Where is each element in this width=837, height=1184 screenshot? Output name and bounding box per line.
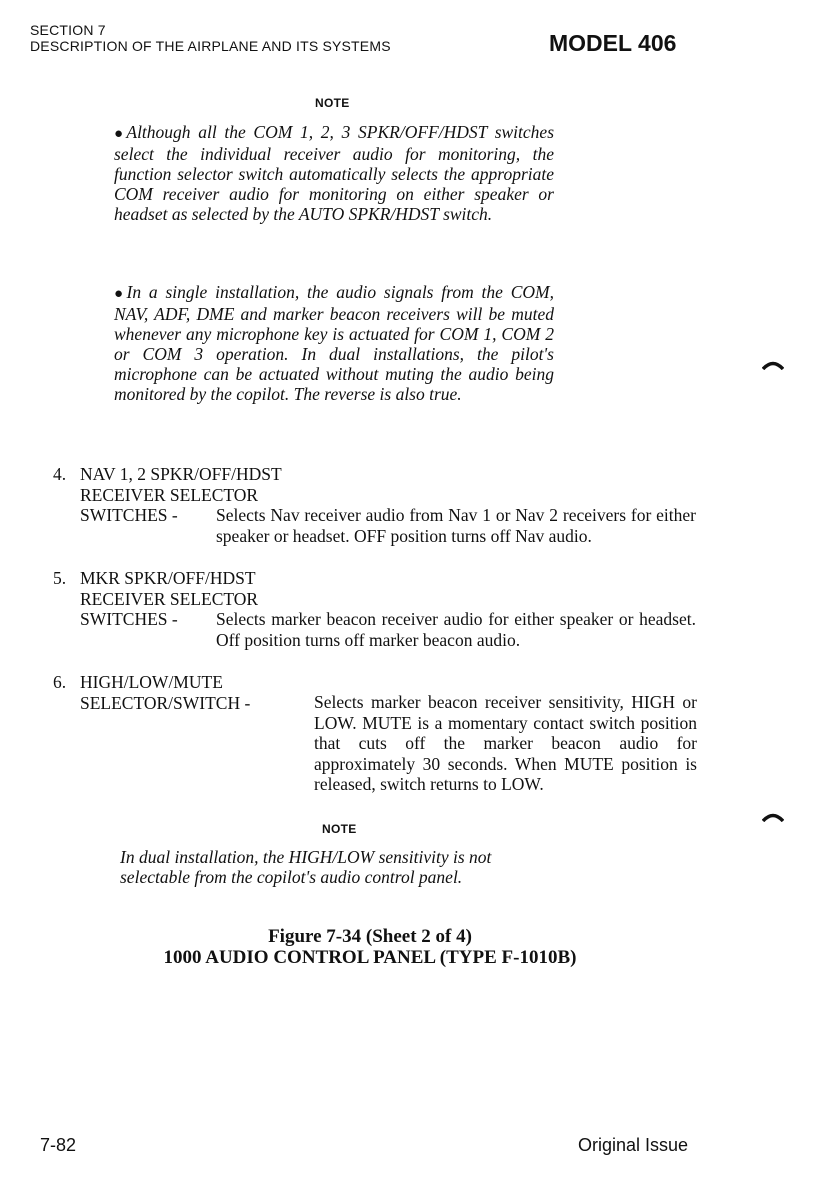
model-title: MODEL 406 (549, 30, 677, 56)
section-number: SECTION 7 (30, 22, 106, 38)
item-number: 6. (53, 672, 67, 692)
item-heading-line: MKR SPKR/OFF/HDST (80, 568, 256, 588)
section-title: DESCRIPTION OF THE AIRPLANE AND ITS SYSTEMS (30, 38, 391, 54)
item-heading-line: RECEIVER SELECTOR (80, 484, 259, 505)
note-paragraph-3: In dual installation, the HIGH/LOW sensitivity is not selectable from the copilot's audio control panel. (120, 847, 492, 887)
section-header (30, 22, 391, 54)
note-paragraph-2-text: In a single installation, the audio signals from the COM, NAV, ADF, DME and marker beacon receivers will be muted whenever any microphone key is actuated for COM 1, COM 2 or COM 3 operation. In dual installations, the pilot's microphone can be actuated without muting the audio being monitored by the copilot. The reverse is also true. (114, 282, 554, 404)
note-paragraph-1 (114, 122, 554, 224)
note-paragraph-1-text: Although all the COM 1, 2, 3 SPKR/OFF/HDST switches select the individual receiver audio for monitoring, the function selector switch automatically selects the appropriate COM receiver audio for monitoring on either speaker or headset as selected by the AUTO SPKR/HDST switch. (114, 122, 554, 224)
item-heading-line: SWITCHES - (80, 609, 178, 629)
figure-title: 1000 AUDIO CONTROL PANEL (TYPE F-1010B) (163, 947, 577, 968)
figure-caption (80, 926, 660, 968)
item-description: Selects marker beacon receiver audio for either speaker or headset. Off position turns off marker beacon audio. (216, 609, 696, 650)
item-heading-line: SELECTOR/SWITCH - (80, 692, 251, 713)
item-description: Selects Nav receiver audio from Nav 1 or Nav 2 receivers for either speaker or headset. OFF position turns off Nav audio. (216, 505, 696, 546)
figure-number: Figure 7-34 (Sheet 2 of 4) (268, 926, 472, 947)
change-bar-icon (762, 360, 784, 370)
note-label: NOTE (322, 822, 357, 836)
page-number: 7-82 (40, 1135, 77, 1155)
note-paragraph-2 (114, 282, 554, 404)
item-heading (80, 672, 250, 713)
item-number: 5. (53, 568, 67, 588)
item-number: 4. (53, 464, 67, 484)
item-heading-line: SWITCHES - (80, 505, 178, 525)
bullet-icon: ● (114, 286, 127, 302)
item-description: Selects marker beacon receiver sensitivity, HIGH or LOW. MUTE is a momentary contact switch position that cuts off the marker beacon audio for approximately 30 seconds. When MUTE position is released, switch returns to LOW. (314, 692, 697, 794)
item-heading-line: HIGH/LOW/MUTE (80, 672, 223, 692)
note-label: NOTE (315, 96, 350, 110)
issue-label: Original Issue (578, 1135, 689, 1155)
change-bar-icon (762, 812, 784, 822)
item-heading-line: RECEIVER SELECTOR (80, 588, 259, 609)
bullet-icon: ● (114, 126, 127, 142)
item-heading-line: NAV 1, 2 SPKR/OFF/HDST (80, 464, 282, 484)
